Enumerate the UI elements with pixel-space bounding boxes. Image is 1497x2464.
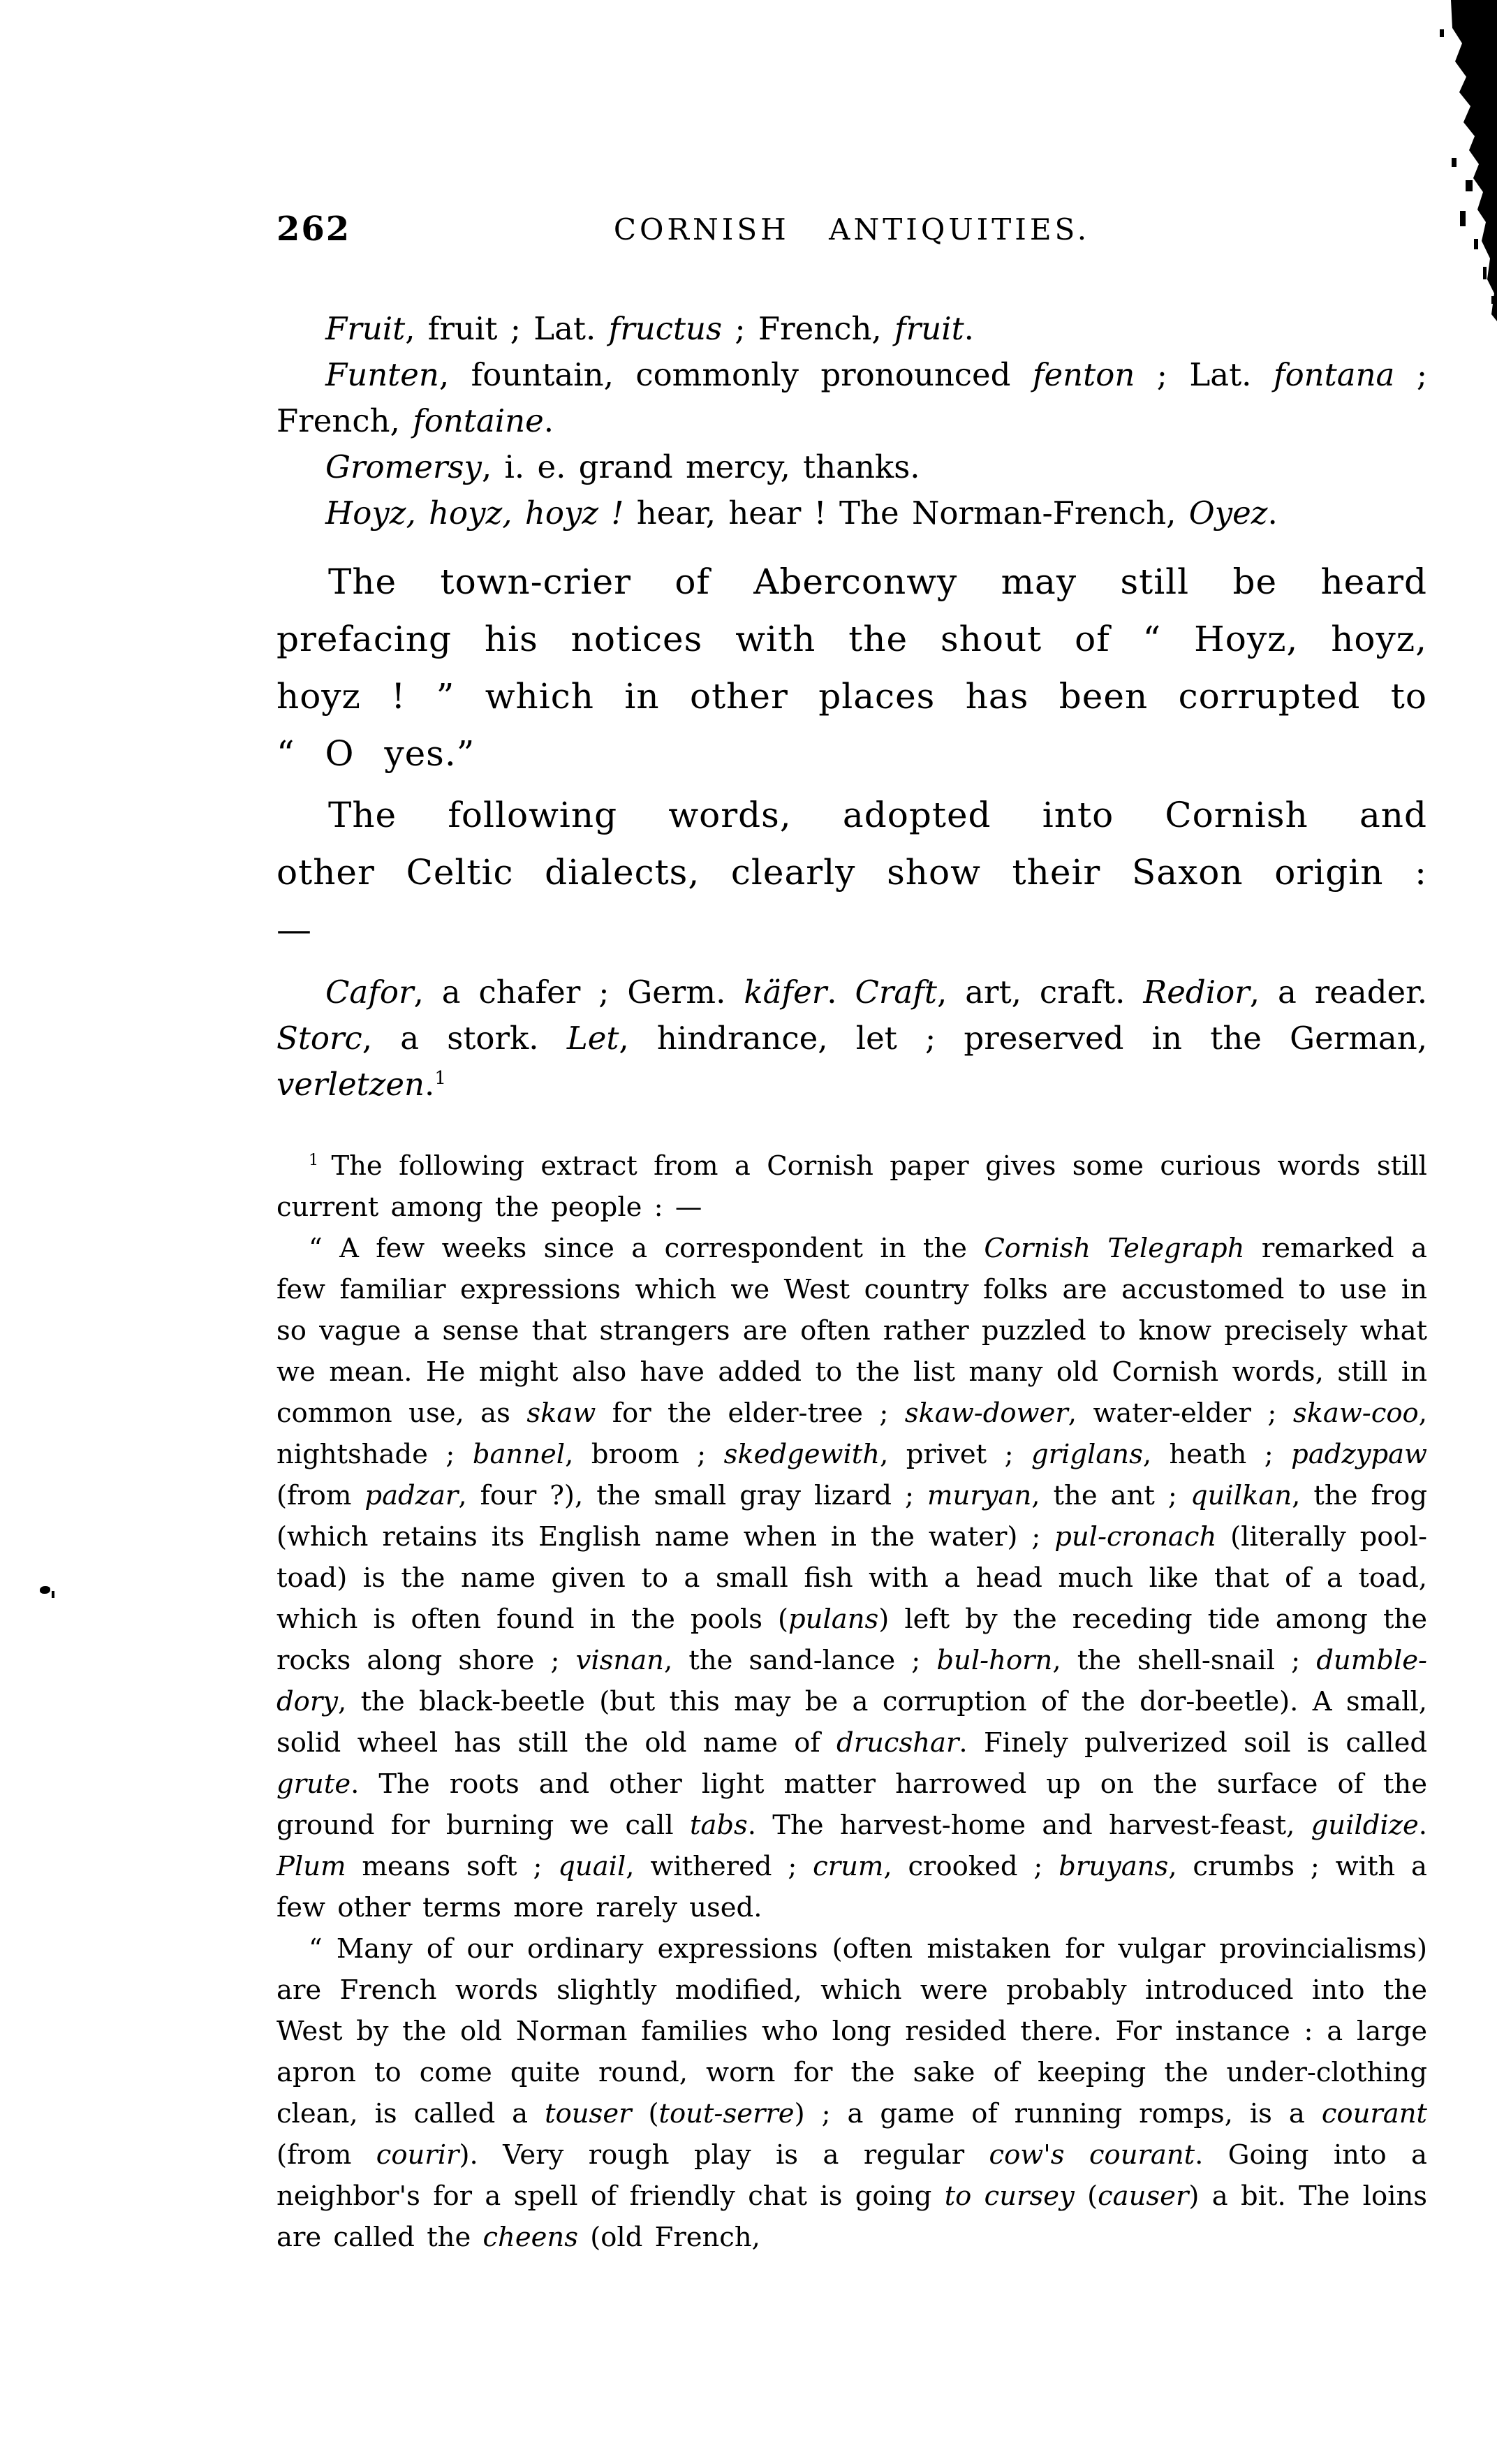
scan-speck bbox=[1491, 296, 1494, 304]
scan-speck bbox=[1466, 180, 1473, 191]
entry-hoyz: Hoyz, hoyz, hoyz ! hear, hear ! The Norman-French, Oyez. bbox=[325, 494, 1278, 531]
paragraph-town-crier: The town-crier of Aberconwy may still be heard prefacing his notices with the shout of “ Hoyz, hoyz, hoyz ! ” which in other places has been corrupted to “ O yes.” bbox=[276, 562, 1427, 774]
entry-gromersy: Gromersy, i. e. grand mercy, thanks. bbox=[325, 448, 920, 485]
running-header-title: CORNISH ANTIQUITIES. bbox=[613, 212, 1091, 247]
scan-speck bbox=[1460, 211, 1466, 226]
page-body bbox=[276, 306, 1427, 2258]
paragraph-following-words: The following words, adopted into Cornish and other Celtic dialects, clearly show their Saxon origin : — bbox=[276, 795, 1427, 950]
footnote-paragraph-intro: $^1$ The following extract from a Cornish paper gives some curious words still current among the people : — bbox=[276, 1150, 1427, 1223]
ink-speck-left-margin bbox=[52, 1591, 54, 1598]
footnote-block bbox=[276, 1145, 1427, 2258]
entry-fruit: Fruit, fruit ; Lat. fructus ; French, fruit. bbox=[325, 310, 974, 347]
running-header bbox=[276, 208, 1427, 253]
scan-artifact-binding-shadow bbox=[1427, 0, 1497, 321]
scan-speck bbox=[1440, 29, 1444, 37]
scan-speck bbox=[1452, 158, 1457, 167]
footnote-paragraph-french-words: “ Many of our ordinary expressions (often mistaken for vulgar provincialisms) are French words slightly modified, which were probably introduced into the West by the old Norman families who long resided there. For instance : a large apron to come quite round, worn for the sake of keeping the under-clothing clean, is called a touser (tout-serre) ; a game of running romps, is a courant (from courir). Very rough play is a regular cow's courant. Going into a neighbor's for a spell of friendly chat is going to cursey (causer) a bit. The loins are called the cheens (old French, bbox=[276, 1933, 1427, 2253]
scan-speck bbox=[1483, 267, 1487, 279]
scan-speck bbox=[1474, 239, 1478, 249]
entry-funten: Funten, fountain, commonly pronounced fenton ; Lat. fontana ; French, fontaine. bbox=[276, 356, 1427, 439]
page-number: 262 bbox=[276, 210, 351, 249]
paragraph-word-list: Cafor, a chafer ; Germ. käfer. Craft, art, craft. Redior, a reader. Storc, a stork. Let, hindrance, let ; preserved in the German, verletzen.$^1$ bbox=[276, 974, 1428, 1103]
ink-speck-left-margin bbox=[40, 1586, 50, 1594]
footnote-paragraph-cornish-words: “ A few weeks since a correspondent in the Cornish Telegraph remarked a few familiar expressions which we West country folks are accustomed to use in so vague a sense that strangers are often rather puzzled to know precisely what we mean. He might also have added to the list many old Cornish words, still in common use, as skaw for the elder-tree ; skaw-dower, water-elder ; skaw-coo, nightshade ; bannel, broom ; skedgewith, privet ; griglans, heath ; padzypaw (from padzar, four ?), the small gray lizard ; muryan, the ant ; quilkan, the frog (which retains its English name when in the water) ; pul-cronach (literally pool-toad) is the name given to a small fish with a head much like that of a toad, which is often found in the pools (pulans) left by the receding tide among the rocks along shore ; visnan, the sand-lance ; bul-horn, the shell-snail ; dumble-dory, the black-beetle (but this may be a corruption of the dor-beetle). A small, solid wheel has still the old name of drucshar. Finely pulverized soil is called grute. The roots and other light matter harrowed up on the surface of the ground for burning we call tabs. The harvest-home and harvest-feast, guildize. Plum means soft ; quail, withered ; crum, crooked ; bruyans, crumbs ; with a few other terms more rarely used. bbox=[276, 1233, 1428, 1923]
